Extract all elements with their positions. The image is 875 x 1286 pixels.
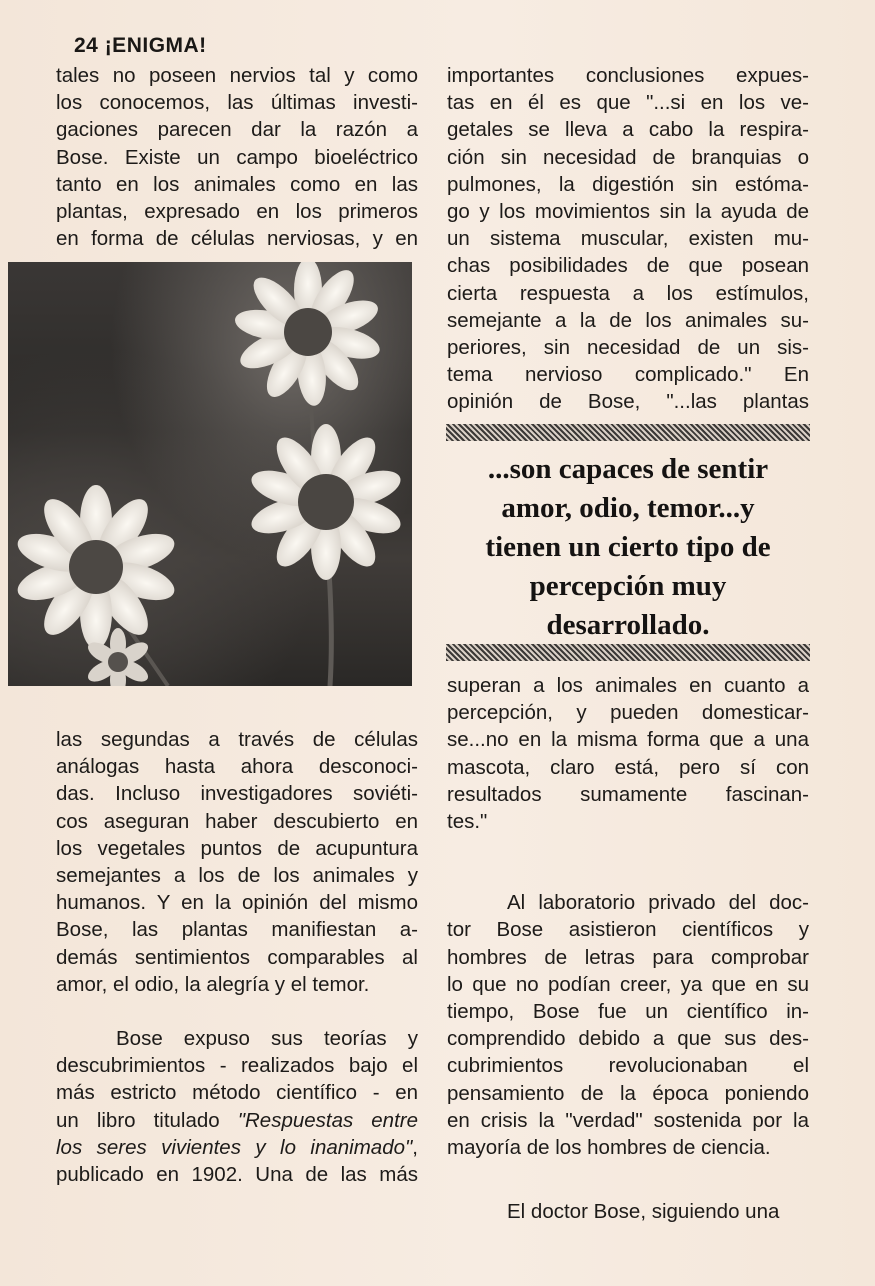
paragraph-gap: [56, 998, 418, 1025]
text-line: plantas, expresado en los primeros: [56, 200, 418, 224]
daisy-flowers-photo: [8, 262, 412, 686]
text-line: tanto en los animales como en las: [56, 172, 418, 196]
text-line: cubrimientos revolucionaban el: [447, 1054, 809, 1078]
text-line: tema nervioso complicado." En: [447, 363, 809, 387]
text-line: [56, 1107, 418, 1134]
text-line: se...no en la misma forma que a una: [447, 728, 809, 752]
pull-quote-line: desarrollado.: [546, 609, 710, 641]
flower-icon: [8, 262, 412, 686]
text-line: humanos. Y en la opinión del mismo: [56, 891, 418, 915]
text-line: en crisis la "verdad" sostenida por la: [447, 1108, 809, 1132]
left-column-bottom: [56, 726, 418, 1188]
text-line: go y los movimientos sin la ayuda de: [447, 200, 809, 224]
text-line: en forma de células nerviosas, y en: [56, 227, 418, 251]
text-line: cierta respuesta a los estímulos,: [447, 281, 809, 305]
book-title: "Respuestas entre: [237, 1108, 418, 1132]
page-header: 24 ¡ENIGMA!: [74, 34, 207, 57]
text-line: chas posibilidades de que posean: [447, 254, 809, 278]
paragraph-gap: [447, 835, 809, 889]
right-column-bottom: [447, 672, 809, 1225]
text-line: gaciones parecen dar la razón a: [56, 118, 418, 142]
text-line: mayoría de los hombres de ciencia.: [447, 1136, 771, 1160]
pull-quote-line: amor, odio, temor...y: [501, 492, 755, 524]
text-span: ,: [412, 1135, 418, 1159]
text-line: tor Bose asistieron científicos y: [447, 918, 809, 942]
text-line: semejante a la de los animales su-: [447, 308, 809, 332]
text-line: Bose. Existe un campo bioeléctrico: [56, 145, 418, 169]
text-line: percepción, y pueden domesticar-: [447, 701, 809, 725]
text-line: amor, el odio, la alegría y el temor.: [56, 972, 370, 996]
text-line: Bose, las plantas manifiestan a-: [56, 918, 418, 942]
pull-quote-rule-top: [446, 424, 810, 441]
text-line: demás sentimientos comparables al: [56, 945, 418, 969]
text-line: lo que no podían creer, ya que en su: [447, 972, 809, 996]
text-line: pulmones, la digestión sin estóma-: [447, 172, 809, 196]
text-line: los conocemos, las últimas investi-: [56, 91, 418, 115]
pull-quote-rule-bottom: [446, 644, 810, 661]
text-line: publicado en 1902. Una de las más: [56, 1163, 418, 1187]
text-line: las segundas a través de células: [56, 728, 418, 751]
left-column-top: [56, 62, 418, 252]
paragraph-gap: [447, 1161, 809, 1198]
text-line: comprendido debido a que sus des-: [447, 1027, 809, 1051]
text-line: hombres de letras para comprobar: [447, 945, 809, 969]
text-line: análogas hasta ahora desconoci-: [56, 755, 418, 779]
text-line: [56, 1134, 418, 1161]
text-line: los vegetales puntos de acupuntura: [56, 836, 418, 860]
text-line: tales no poseen nervios tal y como: [56, 64, 418, 87]
text-line: tiempo, Bose fue un científico in-: [447, 1000, 809, 1024]
text-line: das. Incluso investigadores soviéti-: [56, 782, 418, 806]
pull-quote-line: tienen un cierto tipo de: [485, 531, 771, 563]
pull-quote-line: ...son capaces de sentir: [487, 453, 769, 485]
book-title: los seres vivientes y lo inanimado": [56, 1135, 413, 1159]
text-line: Al laboratorio privado del doc-: [507, 891, 809, 915]
text-span: un libro titulado: [56, 1108, 238, 1132]
text-line: resultados sumamente fascinan-: [447, 782, 809, 806]
pull-quote-line: percepción muy: [529, 570, 727, 602]
text-line: superan a los animales en cuanto a: [447, 674, 809, 697]
text-line: El doctor Bose, siguiendo una: [507, 1200, 780, 1224]
right-column-top: [447, 62, 809, 416]
text-line: mascota, claro está, pero sí con: [447, 755, 809, 779]
text-line: tes.": [447, 810, 488, 834]
text-line: opinión de Bose, "...las plantas: [447, 390, 809, 414]
text-line: cos aseguran haber descubierto en: [56, 809, 418, 833]
text-line: importantes conclusiones expues-: [447, 64, 809, 87]
text-line: tas en él es que "...si en los ve-: [447, 91, 809, 115]
text-line: un sistema muscular, existen mu-: [447, 227, 809, 251]
pull-quote: [440, 450, 816, 645]
text-line: periores, sin necesidad de un sis-: [447, 336, 809, 360]
text-line: descubrimientos - realizados bajo el: [56, 1054, 418, 1078]
text-line: semejantes a los de los animales y: [56, 864, 418, 888]
text-line: Bose expuso sus teorías y: [116, 1027, 418, 1051]
text-line: ción sin necesidad de branquias o: [447, 145, 809, 169]
text-line: pensamiento de la época poniendo: [447, 1081, 809, 1105]
text-line: getales se lleva a cabo la respira-: [447, 118, 809, 142]
text-line: más estricto método científico - en: [56, 1081, 418, 1105]
